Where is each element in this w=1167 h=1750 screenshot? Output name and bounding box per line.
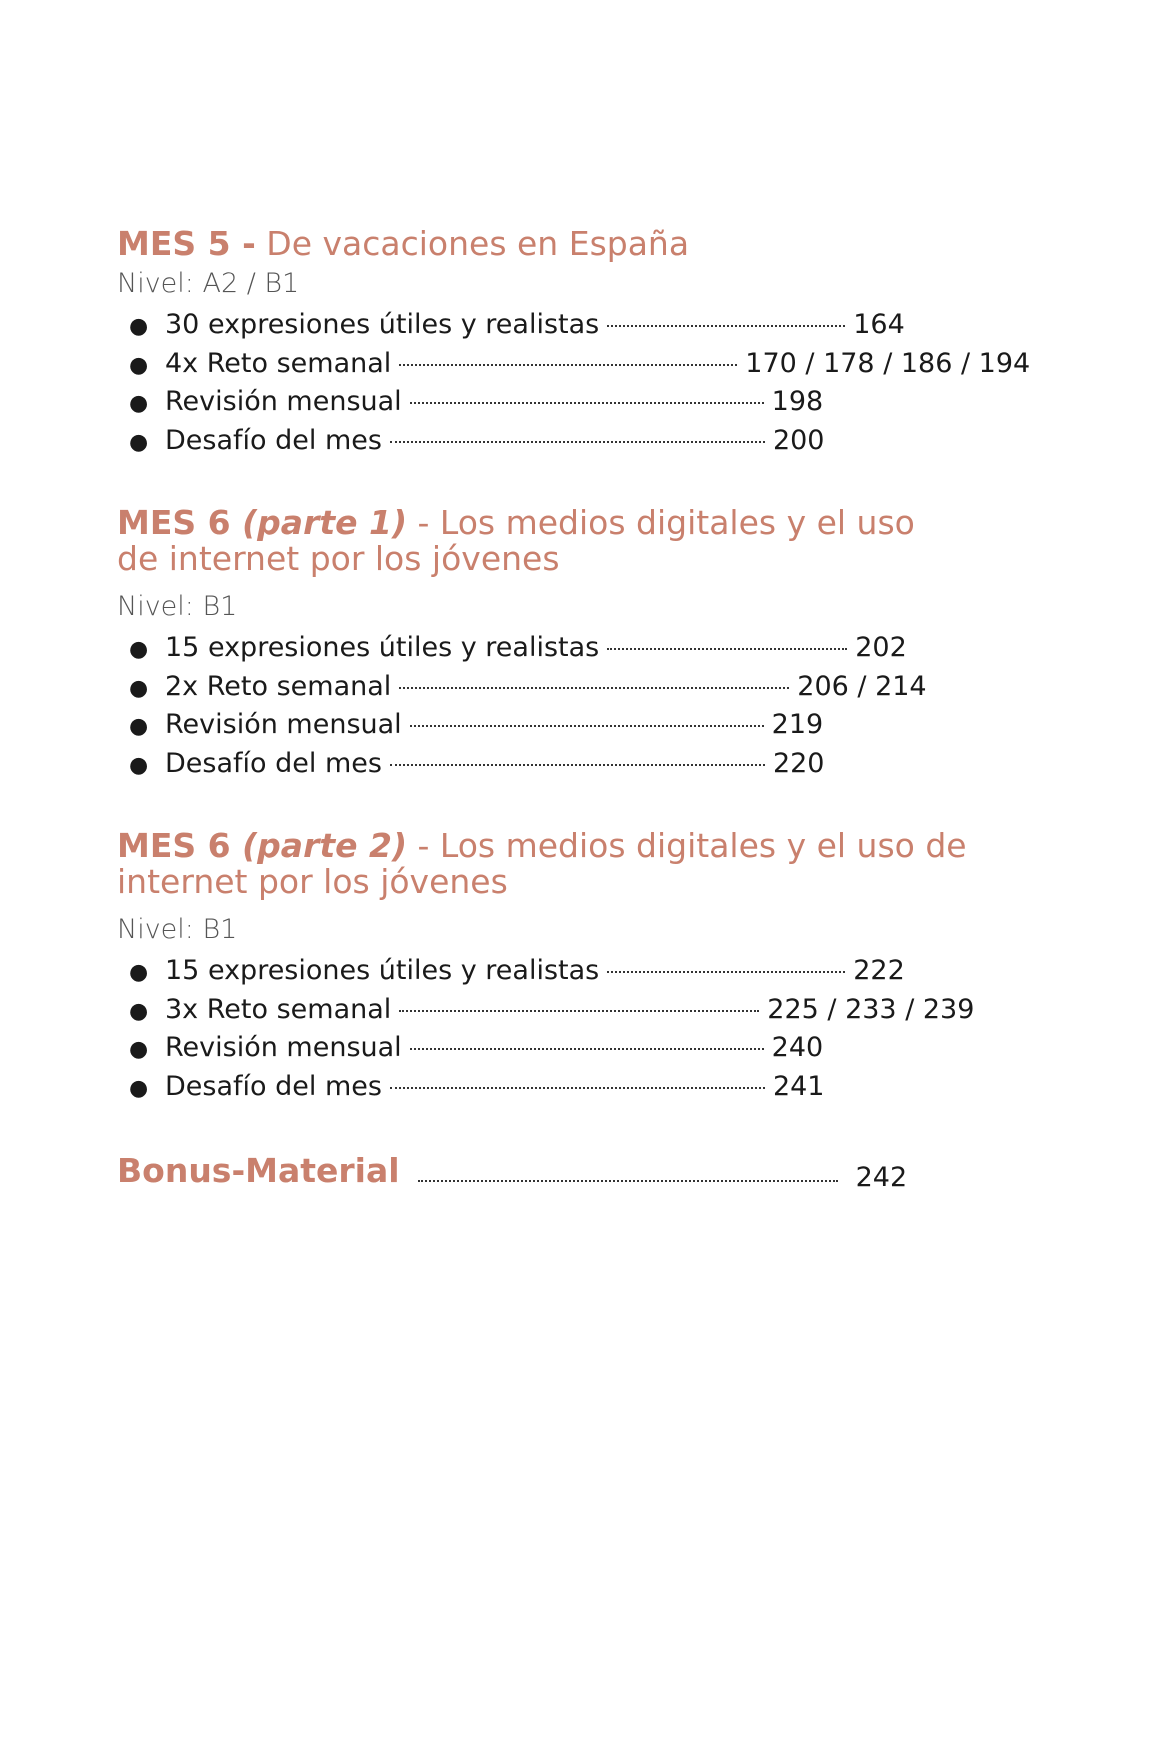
- bullet-icon: ●: [129, 998, 149, 1024]
- dot-leader: [410, 402, 764, 404]
- toc-entry[interactable]: [117, 709, 1067, 748]
- toc-entry[interactable]: [117, 1071, 1067, 1110]
- bullet-icon: ●: [129, 391, 149, 416]
- bullet-icon: ●: [129, 714, 149, 739]
- toc-entry[interactable]: [117, 425, 1067, 464]
- bullet-icon: ●: [129, 352, 149, 378]
- toc-entry[interactable]: [117, 671, 1067, 710]
- entry-label: Revisión mensual: [165, 386, 402, 417]
- entry-label: 4x Reto semanal: [165, 347, 392, 379]
- dot-leader: [399, 687, 789, 689]
- entry-page: 240: [771, 1032, 824, 1063]
- toc-entry[interactable]: [117, 994, 1067, 1033]
- entry-page: 220: [772, 747, 825, 779]
- toc-entry[interactable]: [117, 632, 1067, 671]
- dot-leader: [607, 648, 847, 650]
- dot-leader: [390, 1087, 765, 1089]
- level-label: Nivel: A2 / B1: [117, 268, 300, 299]
- entry-label: Desafío del mes: [165, 424, 382, 456]
- entry-label: Desafío del mes: [165, 747, 382, 779]
- entry-page: 200: [772, 424, 825, 456]
- entry-page: 164: [853, 309, 905, 340]
- entry-label: 3x Reto semanal: [165, 993, 392, 1025]
- level-label: Nivel: B1: [117, 914, 238, 945]
- dot-leader: [399, 1010, 759, 1012]
- entry-page: 206 / 214: [797, 670, 927, 702]
- toc-bonus-entry[interactable]: [117, 1151, 1067, 1193]
- dot-leader: [607, 325, 845, 327]
- entry-label: Desafío del mes: [165, 1070, 382, 1102]
- entry-label: Revisión mensual: [165, 709, 402, 740]
- toc-section-mes-6-parte-2: [117, 828, 1067, 1109]
- toc-entry[interactable]: [117, 1032, 1067, 1071]
- bullet-icon: ●: [129, 752, 149, 778]
- entry-list: [117, 309, 1067, 463]
- entry-label: 15 expresiones útiles y realistas: [165, 632, 600, 663]
- entry-page: 170 / 178 / 186 / 194: [745, 347, 1031, 379]
- entry-label: 30 expresiones útiles y realistas: [165, 309, 600, 340]
- entry-label: 15 expresiones útiles y realistas: [165, 955, 600, 986]
- bullet-icon: ●: [129, 1037, 149, 1062]
- dot-leader: [418, 1180, 838, 1182]
- toc-entry[interactable]: [117, 748, 1067, 787]
- toc-section-mes-5: [117, 226, 1067, 463]
- entry-page: 241: [772, 1070, 825, 1102]
- toc-entry[interactable]: [117, 309, 1067, 348]
- toc-entry[interactable]: [117, 386, 1067, 425]
- bonus-title: Bonus-Material: [117, 1151, 400, 1190]
- entry-label: 2x Reto semanal: [165, 670, 392, 702]
- dot-leader: [390, 764, 765, 766]
- toc-entry[interactable]: [117, 348, 1067, 387]
- dot-leader: [399, 364, 737, 366]
- dot-leader: [390, 441, 765, 443]
- bullet-icon: ●: [129, 1075, 149, 1101]
- toc-section-mes-6-parte-1: [117, 505, 1067, 786]
- entry-page: 225 / 233 / 239: [767, 993, 975, 1025]
- dot-leader: [410, 1048, 764, 1050]
- bullet-icon: ●: [129, 314, 149, 339]
- bullet-icon: ●: [129, 675, 149, 701]
- bullet-icon: ●: [129, 960, 149, 985]
- bonus-page: 242: [855, 1162, 908, 1193]
- entry-page: 219: [771, 709, 824, 740]
- entry-page: 198: [771, 386, 824, 417]
- entry-page: 202: [855, 632, 907, 663]
- bullet-icon: ●: [129, 637, 149, 662]
- section-title: MES 6 (parte 2) - Los medios digitales y el uso de internet por los jóvenes: [117, 826, 967, 901]
- bullet-icon: ●: [129, 429, 149, 455]
- section-title: MES 5 - De vacaciones en España: [117, 224, 690, 263]
- dot-leader: [607, 971, 845, 973]
- entry-list: [117, 955, 1067, 1109]
- table-of-contents: [117, 224, 1067, 1193]
- level-label: Nivel: B1: [117, 591, 238, 622]
- toc-entry[interactable]: [117, 955, 1067, 994]
- entry-list: [117, 632, 1067, 786]
- dot-leader: [410, 725, 764, 727]
- section-title: MES 6 (parte 1) - Los medios digitales y el uso de internet por los jóvenes: [117, 503, 915, 578]
- entry-label: Revisión mensual: [165, 1032, 402, 1063]
- entry-page: 222: [853, 955, 905, 986]
